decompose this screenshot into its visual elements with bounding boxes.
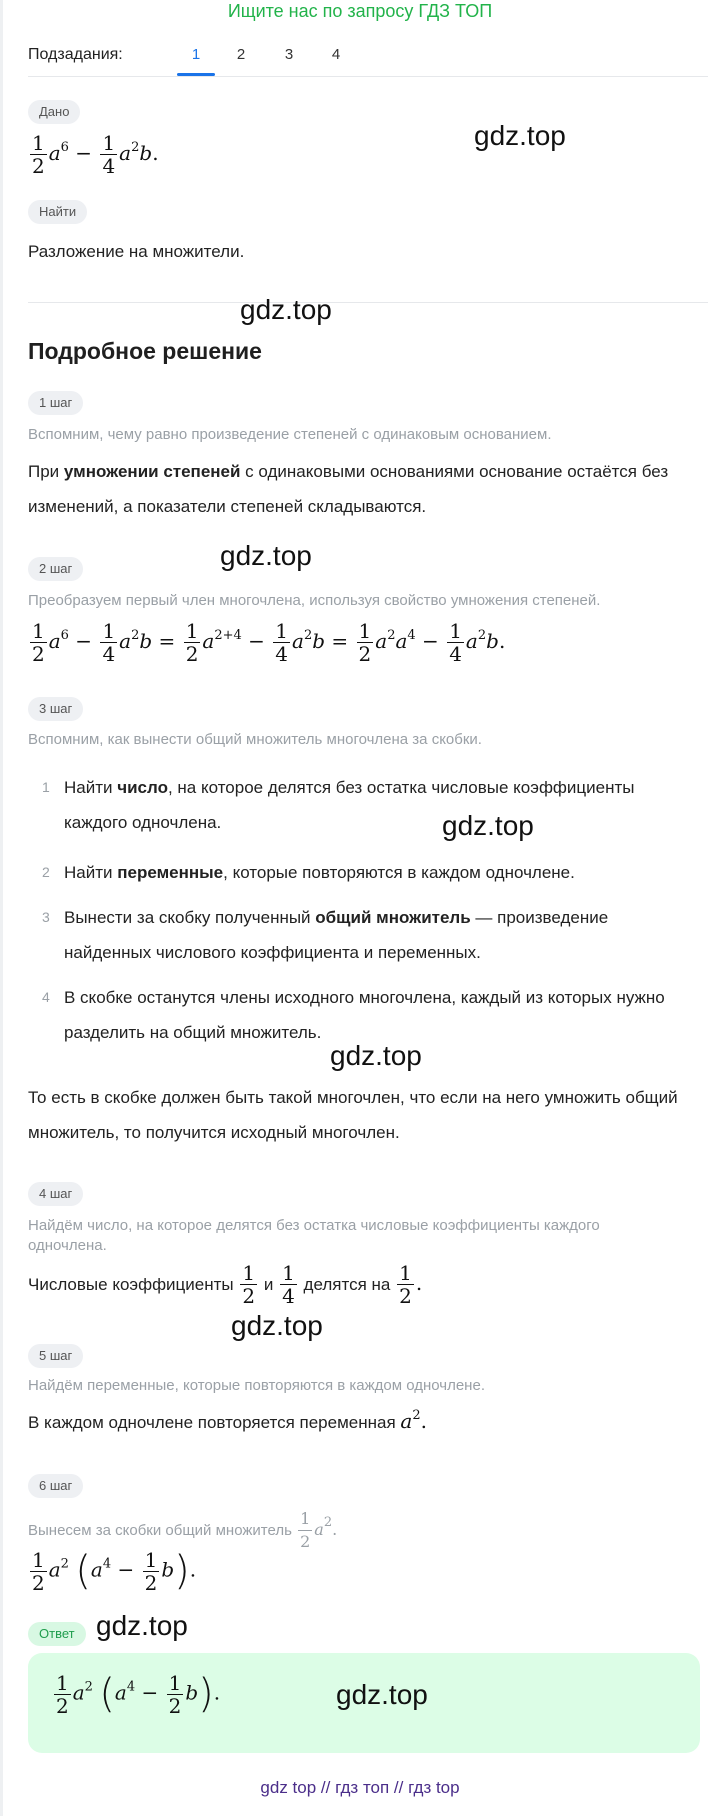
watermark: gdz.top — [474, 120, 566, 151]
search-banner[interactable]: Ищите нас по запросу ГДЗ ТОП — [227, 1, 493, 21]
tab-2[interactable]: 2 — [236, 46, 246, 63]
step2-hint: Преобразуем первый член многочлена, используя свойство умножения степеней. — [28, 592, 601, 609]
subtasks-label: Подзадания: — [28, 46, 123, 63]
step5-hint: Найдём переменные, которые повторяются в каждом одночлене. — [28, 1377, 485, 1394]
watermark: gdz.top — [240, 294, 332, 325]
footer-links[interactable]: gdz top // гдз топ // гдз top — [260, 1778, 460, 1797]
step6-chip: 6 шаг — [28, 1474, 83, 1498]
step1-chip: 1 шаг — [28, 391, 83, 415]
tab-3[interactable]: 3 — [284, 46, 294, 63]
left-rail — [0, 0, 3, 1816]
find-text: Разложение на множители. — [28, 242, 245, 261]
step6-expression: $\frac{1}{2}$ $a^2$ ($a^4$ − $\frac{1}{2}$ b). — [32, 1547, 197, 1595]
step6-hint: Вынесем за скобки общий множитель $\frac{1}{2}$ $a^2$. — [28, 1509, 338, 1551]
tab-1[interactable]: 1 — [191, 46, 201, 63]
answer-chip: Ответ — [28, 1622, 86, 1646]
step3-hint: Вспомним, как вынести общий множитель многочлена за скобки. — [28, 731, 482, 748]
step2-expression: $\frac{1}{2}$ $a^6$ − $\frac{1}{4}$ $a^2b$ = $\frac{1}{2}$ $a^{2+4}$ − $\frac{1}{4}$ $a^2b$ = $\frac{1}{2}$ $a^2a^4$ − $\frac{1}{4}$ $a^2b$. — [32, 619, 506, 666]
watermark: gdz.top — [231, 1310, 323, 1341]
given-chip: Дано — [28, 100, 80, 124]
step3-chip: 3 шаг — [28, 697, 83, 721]
step4-chip: 4 шаг — [28, 1182, 83, 1206]
step5-chip: 5 шаг — [28, 1344, 83, 1368]
step1-text: При умножении степеней с одинаковыми основаниями основание остаётся без изменений, а показатели степеней складываются. — [28, 462, 669, 516]
answer-expression: $\frac{1}{2}$ $a^2$ ($a^4$ − $\frac{1}{2}$ b). — [56, 1670, 221, 1718]
tab-4[interactable]: 4 — [331, 46, 341, 63]
watermark: gdz.top — [336, 1679, 428, 1710]
step3-conclusion: То есть в скобке должен быть такой многочлен, что если на него умножить общий множитель, то получится исходный многочлен. — [28, 1088, 678, 1142]
section-divider — [28, 302, 708, 303]
given-expression: $\frac{1}{2}$ $a^6$ − $\frac{1}{4}$ $a^2b$. — [32, 131, 159, 178]
subtasks-tabs — [28, 38, 708, 77]
step4-hint: Найдём число, на которое делятся без остатка числовые коэффициенты каждого одночлена. — [28, 1217, 600, 1254]
answer-box — [28, 1653, 700, 1753]
watermark: gdz.top — [96, 1610, 188, 1641]
watermark: gdz.top — [220, 540, 312, 571]
solution-title: Подробное решение — [28, 338, 262, 364]
watermark: gdz.top — [330, 1040, 422, 1071]
step4-text: Числовые коэффициенты $\frac{1}{2}$ и $\frac{1}{4}$ делятся на $\frac{1}{2}$ . — [28, 1261, 423, 1308]
step2-chip: 2 шаг — [28, 557, 83, 581]
active-tab-indicator — [177, 73, 215, 76]
step5-text: В каждом одночлене повторяется переменная $a^2$. — [28, 1408, 427, 1433]
find-chip: Найти — [28, 200, 87, 224]
step1-hint: Вспомним, чему равно произведение степеней с одинаковым основанием. — [28, 426, 552, 443]
watermark: gdz.top — [442, 810, 534, 841]
